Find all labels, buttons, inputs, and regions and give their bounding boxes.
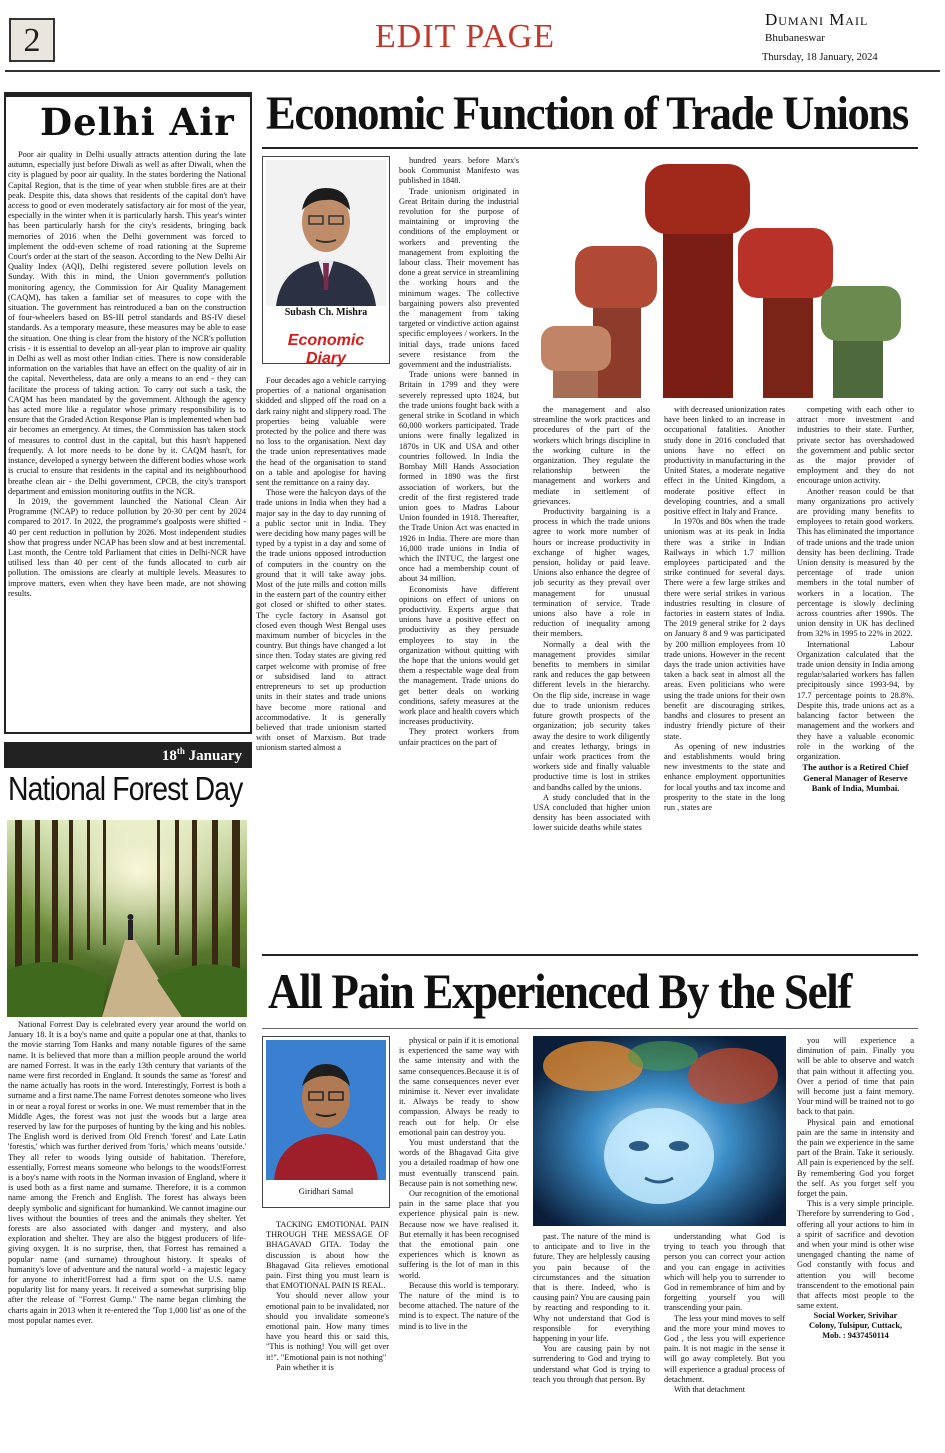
article1-column-4 — [664, 405, 785, 950]
article1-headline: Economic Function of Trade Unions — [266, 87, 908, 140]
newspaper-name: Dumani Mail — [765, 10, 869, 29]
paragraph: In 2019, the government launched the National Clean Air Programme (NCAP) to reduce pollution by 20-30 per cent by 2024 compared to 2017. In 2022, the programme's goalposts were shifted - 40 per cent reduction in pollution by 2026. Most independent studies show that progress under NCAP has been slow and at best incremental. Last month, the Centre told Parliament that cities in Delhi-NCR have utilised less than 40 per cent of the funds allocated to curb air pollution. The omissions are clearly at multiple levels. Measures to improve matters, even when they have been made, are not showing results. — [8, 496, 246, 598]
paragraph: Trade unions were banned in Britain in 1799 and they were severely repressed upto 1824, but the trade unions fought back with a general strike in Scotland in which 60,000 workers participated. Trade unions were finally legalized in 1870s in UK and USA and other countries followed. In India the Bombay Mill Hands Association formed in 1890 was the first association of workers, but the credit of the first registered trade union goes to Madras Labour Union founded in 1918. Thereafter, the Trade Union Act was enacted in 1926 in India. There are more than 16,000 trade unions in India of which the INTUC, the largest one once had a membership count of about 34 million. — [399, 370, 519, 584]
article1-column-2 — [399, 156, 519, 950]
article1-column-3 — [533, 405, 650, 950]
article-divider — [262, 954, 918, 956]
paragraph: International Labour Organization calculated that the trade union density in India among regular/salaried workers has fallen precipitously since 1993-94, by 17.7 percentage points to 28.8%. Despite this, trade unions act as a balancing factor between the management and the workers and they have a valuable economic role in the working of the organization. — [797, 639, 914, 761]
column-logo: Economic Diary — [287, 332, 365, 367]
page-number: 2 — [9, 18, 55, 62]
article2-column-5 — [797, 1036, 914, 1448]
author2-photo — [266, 1040, 386, 1180]
author-photo — [266, 160, 386, 306]
date-day: 18 — [161, 748, 177, 764]
paragraph: you will experience a diminution of pain. Finally you will be able to observe and watch that pain without it affecting you. Over a period of time that pain will become just a faint memory. Your mind will be trained not to go back to that pain. — [797, 1036, 914, 1117]
author2-bio — [797, 1311, 914, 1341]
paragraph: Economists have different opinions on effect of unions on productivity. Experts argue that unions have a positive effect on productivity as they persuade employees to stay in the organization without quitting with the hope that the unions would get them a respectable wage deal from the management. Trade unions do get better deals on working conditions, safety measures at the work place and health covers which increases productivity. — [399, 584, 519, 727]
article1-column-5 — [797, 405, 914, 950]
paragraph: This is a very simple principle. Therefore by surrendering to God , offering all your actions to him in a spirit of sacrifice and devotion and when your mind is other wise unengaged chanting the name of God constantly with focus and attention you will become transcendent to the emotional pain that affects most people to the same extent. — [797, 1199, 914, 1311]
forest-day-title: National Forest Day — [8, 770, 243, 807]
article1-column-1 — [256, 376, 386, 950]
paragraph: Poor air quality in Delhi usually attracts attention during the late autumn, especially just before Diwali as well as after Diwali, when the city is plagued by poor air quality. In the states bordering the National Capital Region, that is the time of year when stubble fires are at their peak. Despite this, data shows that residents of the capital don't have access to good or even moderately satisfactory air for most of the year, especially in the winter when it is particularly harsh. This year's winter has been particularly harsh for the city's residents, bringing back memories of 2016 when the Delhi government was forced to implement the odd-even scheme of road rationing at the Supreme Court's order at the start of the season. According to the New Delhi Air Quality Index (AQI), Delhi registered severe pollution levels on Sunday. With this in mind, the Union government's pollution monitoring agency, the Commission for Air Quality Management (CAQM), has taken a familiar set of measures to cope with the situation. The government has reintroduced a ban on the construction of four-wheelers based on BS-III petrol standards and BS-IV diesel standards. As a temporary measure, these measures may be able to ease the situation. One thing is clear from the history of the NCR's pollution crisis - it is essential to develop an all-year plan to improve air quality in Delhi as well as most other Indian cities. There is now considerable information on the variables that have an effect on the quality of air in the capital. Nevertheless, data are only a means to an end - they can facilitate the process of taking action. To carry out such a task, the CAQM has been mandated by the government. Although the agency has acted more like a regulator whose primary responsibility is to ensure that the Graded Action Response Plan is implemented when bad air becomes an emergency. At times, the Commission has taken stock of measures to control dust in the capital, but this hasn't happened frequently. A lot more needs to be done by it. CAQM hasn't, for instance, developed a synergy between the different bodies whose work is crucial to ensure that residents in the capital and its neighbourhood breathe clean air - the Delhi government, CPCB, the city's transport department and emission monitoring outfits in the NCR. — [8, 150, 246, 496]
article2-column-1 — [266, 1220, 389, 1448]
paragraph: You should never allow your emotional pain to be invalidated, nor should you invalidate someone's emotional pain. How many times have you heard this or said this, "This is nothing! You will get over it!". "Emotional pain is not nothing" — [266, 1291, 389, 1362]
raised-fists-illustration — [533, 156, 914, 398]
bio-line: Colony, Tulsipur, Cuttack, — [808, 1321, 903, 1331]
delhi-air-body — [8, 150, 246, 728]
delhi-air-title: Delhi Air — [40, 100, 235, 144]
paragraph: You must understand that the words of the Bhagavad Gita give you a detailed roadmap of how one must eventually transcend pain. Because pain is not something new. — [399, 1138, 519, 1188]
forest-path-photo — [7, 820, 247, 1017]
paragraph: Normally a deal with the management provides similar benefits to members in similar rank and reduces the gap between different levels in the hierarchy. On the flip side, increase in wage due to trade unionism reduces future growth prospects of the organization; job security takes away the desire to work diligently and creates lethargy, brings in unfair work practices from the workers side and finally valuable productive time is lost in strikes and bandhs called by the unions. — [533, 639, 650, 792]
paragraph: You are causing pain by not surrendering to God and trying to understand what God is trying to teach you through that person. By — [533, 1344, 650, 1384]
paragraph: With that detachment — [674, 1385, 746, 1395]
issue-date: Thursday, 18 January, 2024 — [762, 52, 878, 63]
article2-column-2 — [399, 1036, 519, 1448]
date-month: January — [184, 748, 242, 764]
paragraph: understanding what God is trying to teach you through that person you can correct your action and you can engage in activities which will help you to surrender to God in remembrance of him and by forgetting yourself you will transcending your pain. — [664, 1232, 785, 1313]
header-rule — [5, 70, 940, 72]
forest-day-body — [8, 1020, 246, 1448]
newspaper-city: Bhubaneswar — [765, 32, 825, 44]
paragraph: Four decades ago a vehicle carrying properties of a national organisation skidded and slipped off the road on a dark rainy night and slippery road. The properties being valuable were protected by the police and there was no loss to the organisation. Next day the trade union representatives made the head of the organisation to stand on a table and apologise for having sent the remittance on a rainy day. — [256, 376, 386, 488]
headline-rule — [262, 1028, 918, 1029]
paragraph: Physical pain and emotional pain are the same in intensity and the pain we experience in the same part of the Brain. Take it seriously. All pain is experienced by the self. By remembering God you forget the self. As you forget self you forget the pain. — [797, 1117, 914, 1199]
paragraph: Our recognition of the emotional pain in the same place that you experience physical pain is new. Because now we have realised it. But eternally it has been recognised that the emotional pain one experiences which is known as suffering is the lot of man in this world. — [399, 1189, 519, 1280]
paragraph: The less your mind moves to self and the more your mind moves to God , the less you will experience pain. It is not magic in the sense it will go away completely. But you will experience a gradual process of detachment. — [664, 1313, 785, 1384]
paragraph: As opening of new industries and establishments would bring new investments to the state and enhance employment opportunities for local youths and tax income and prosperity to the state in the long run , states are — [664, 741, 785, 812]
paragraph: the management and also streamline the work practices and procedures of the part of the workers which brings discipline in the working culture in the organization. They regulate the relationship between the management and workers and mediate in settlement of grievances. — [533, 405, 650, 506]
author-name: Subash Ch. Mishra — [284, 307, 368, 318]
paragraph: Those were the halcyon days of the trade unions in India when they had a major say in the day to day running of a public sector unit in India. They were deciding how many pages will be typed by a typist in a day and some of the trade unions opposed introduction of computers in the country on the ground that it will take away jobs. Most of the jute mills and cotton mills in the eastern part of the country either got closed or shifted to other states. The cycle factory in Asansol got closed even though West Bengal uses maximum number of bicycles in the country. But things have changed a lot since then. Today states are giving red carpet welcome with promise of free or subsidised land to attract entrepreneurs to set up production units in their states and trade unions have become more rational and accommodative. It is generally believed that trade unionism started with onset of Marxism. But trade unionism started almost a — [256, 488, 386, 753]
author2-name: Giridhari Samal — [298, 1186, 354, 1196]
section-title: EDIT PAGE — [375, 18, 555, 55]
author-bio: The author is a Retired Chief General Manager of Reserve Bank of India, Mumbai. — [802, 762, 909, 794]
article2-headline: All Pain Experienced By the Self — [268, 963, 852, 1019]
paragraph: Because this world is temporary. The nature of the mind is to become attached. The nature of the mind is to expect. The nature of the mind is to live in the — [399, 1280, 519, 1331]
date-suffix: th — [176, 746, 185, 756]
headline-rule — [262, 147, 918, 149]
bio-line: Social Worker, Srivihar — [813, 1311, 898, 1321]
glowing-head-illustration — [533, 1036, 786, 1226]
paragraph: In 1970s and 80s when the trade unionism was at its peak in India there was a strike in Indian Railways in which 1.7 million employees participated and the strike continued for several days. There were a few large strikes and there were serial strikes in various industries resulting in closure of factories in eastern states of India. The 2019 general strike for 2 days on January 8 and 9 was participated by 200 million employees from 10 trade unions. However in the recent days the trade union activities have taken a back seat in almost all the areas. Even politicians who were using the trade unions for their own benefit are discouraging strikes, bandhs and closures to present an industry friendly picture of their state. — [664, 517, 785, 741]
paragraph: Productivity bargaining is a process in which the trade unions agree to work more number of hours or increase productivity in exchange of higher wages, pension, holiday or paid leave. Unions also enhance the degree of job security as they prevail over management for unusual termination of service. Trade unions also have a role in reduction of inequality among their members. — [533, 507, 650, 639]
paragraph: National Forrest Day is celebrated every year around the world on January 18. It is a boy's name and quite a popular one at that, thanks to the movie starring Tom Hanks and many notable figures of the same name. It is believed that more than a million people around the world are named Forrest. It was in the early 13th century that variants of the name were first recorded in England. It sounds the same as 'forest' and the name actually has roots in the word. Interestingly, Forrest is both a surname and a first name.The name Forrest denotes someone who lives in or near a royal forest or works in one. We must remember that in the Middle Ages, the forest was not just the woods but a large area reserved by law for the purposes of hunting by the king and his nobles. The English word is derived from Old French 'forest' and Late Latin 'forestis,' which was further derived from 'foris,' which means 'outside.' They all refer to woods lying outside of habitation. Therefore, essentially, Forrest means someone who belongs to the woods!Forrest is a boy's name with roots in the Norman invasion of England, where it is used both as a first name and surname. Therefore, it is a common name among the French and English. The forest has always been deeply symbolic and significant for humankind. We cannot imagine our lives without the bounties of trees and the animals they shelter. Yet forests are also associated with danger and mystery, and also exploration and shelter. They are also the biggest producers of life-giving oxygen. It is no surprise, then, that Forrest has remained a popular name (and surname) throughout history. It speaks of humanity's love of adventure and the natural world - a majestic legacy for anyone to inherit!Forrest had a firm spot on the U.S. name popularity list for many years. It received a somewhat surprising blip after the release of "Forrest Gump." The name began climbing the charts again in 2013 when it re-entered the 'Top 1,000 list' as one of the most popular names ever. — [8, 1020, 246, 1325]
paragraph: hundred years before Marx's book Communist Manifesto was published in 1848. — [399, 156, 519, 186]
paragraph: Pain whether it is — [276, 1362, 334, 1372]
article2-column-3 — [533, 1232, 650, 1448]
paragraph: past. The nature of the mind is to anticipate and to live in the future. They are helplessly causing you pain because of the circumstances and the situation that is there. Indeed, who is causing pain? You are causing pain by reacting and responding to it. Why not understand that God is responsible for everything happening in your life. — [533, 1232, 650, 1344]
paragraph: Trade unionism originated in Great Britain during the industrial revolution for the purpose of maintaining or improving the conditions of the employment or workers and preventing the management from exploiting the labour class. Their movement has done a great service in streamlining the working hours and the minimum wages. The collective bargaining powers also prevented the management from taking targeted or vindictive action against specific employees / workers. In the initial days, trade unions faced severe resistance from the government and the industrialists. — [399, 186, 519, 370]
article2-column-4 — [664, 1232, 785, 1448]
paragraph: physical or pain if it is emotional is experienced the same way with the same intensity and with the same consequences.Because it is of the same consequences never ever minimise it. Never ever invalidate it. Always be ready to show compassion. Always be ready to reach out for help. Or else emotional pain can destroy you. — [399, 1036, 519, 1137]
paragraph: TACKING EMOTIONAL PAIN THROUGH THE MESSAGE OF BHAGAVAD GITA. Today the discussion is about how the Bhagavad Gita relieves emotional pain. First thing you must learn is that EMOTIONAL PAIN IS REAL. — [266, 1220, 389, 1291]
paragraph: with decreased unionization rates have been linked to an increase in occupational fatalities. Another study done in 2016 concluded that unions have no effect on productivity in manufacturing in the United States, a moderate negative effect in the United Kingdom, a moderate positive effect in developing countries, and a small positive effect in Italy and France. — [664, 405, 785, 517]
paragraph: Another reason could be that many organizations pro actively are providing many benefits to employees to retain good workers. This has eliminated the importance of trade unions and the trade union density has been declining. Trade Union density is measured by the percentage of trade union members in the total number of workers in a location. The percentage is slowly declining across countries after 1990s. The union density in UK has declined from 32% in 1995 to 22% in 2022. — [797, 486, 914, 639]
forest-day-date — [120, 746, 242, 765]
paragraph: A study concluded that in the USA concluded that higher union density has been associated with lower suicide deaths while states — [533, 792, 650, 833]
paragraph: competing with each other to attract more investment and industries to their state. Further, private sector has overshadowed the government and public sector as the major provider of employment and they do not encourage union activity. — [797, 405, 914, 486]
paragraph: They protect workers from unfair practices on the part of — [399, 727, 519, 747]
bio-line: Mob. : 9437450114 — [822, 1331, 889, 1341]
